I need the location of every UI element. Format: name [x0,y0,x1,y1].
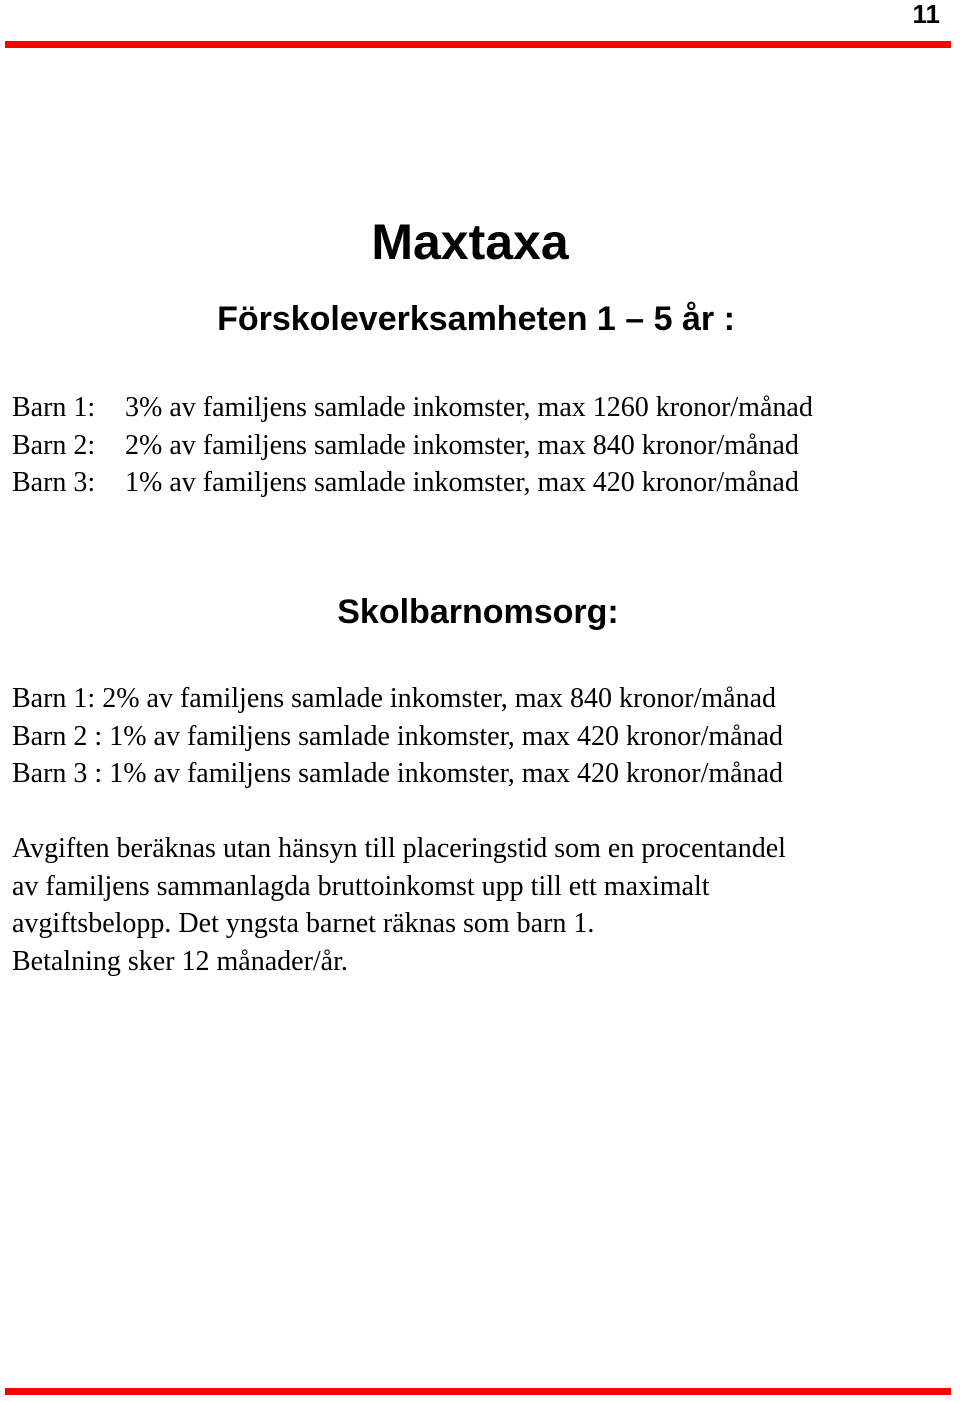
info-line: Betalning sker 12 månader/år. [12,945,348,977]
child-label: Barn 1: [12,392,96,423]
fee-rule: 1% av familjens samlade inkomster, max 420 kronor/månad [125,467,799,498]
child-label: Barn 3: [12,467,96,498]
school-care-heading: Skolbarnomsorg: [337,593,619,631]
bottom-red-rule [5,1388,951,1395]
fee-rule: 2% av familjens samlade inkomster, max 840 kronor/månad [102,683,777,714]
school-care-fee-row [12,755,783,793]
info-line: Avgiften beräknas utan hänsyn till placeringstid som en procentandel [12,833,786,864]
preschool-fee-list [12,389,813,502]
page-number: 11 [912,0,940,29]
preschool-fee-row [12,427,813,465]
preschool-fee-row [12,389,813,427]
child-label: Barn 3 : [12,758,103,789]
child-label: Barn 1: [12,683,96,714]
fee-rule: 2% av familjens samlade inkomster, max 840 kronor/månad [125,429,799,461]
child-label: Barn 2 : [12,720,103,752]
child-label: Barn 2: [12,429,96,461]
page-title: Maxtaxa [371,214,569,270]
fee-rule: 1% av familjens samlade inkomster, max 420 kronor/månad [109,720,784,752]
fee-info-paragraph [12,830,942,980]
top-red-rule [5,41,951,48]
info-line: av familjens sammanlagda bruttoinkomst upp till ett maximalt [12,870,710,902]
fee-rule: 3% av familjens samlade inkomster, max 1260 kronor/månad [125,392,813,423]
school-care-fee-list [12,680,783,793]
preschool-heading: Förskoleverksamheten 1 – 5 år : [217,300,735,338]
info-line: avgiftsbelopp. Det yngsta barnet räknas som barn 1. [12,908,595,939]
fee-rule: 1% av familjens samlade inkomster, max 420 kronor/månad [109,758,784,789]
preschool-fee-row [12,464,813,502]
school-care-fee-row [12,680,783,718]
school-care-fee-row [12,718,783,756]
